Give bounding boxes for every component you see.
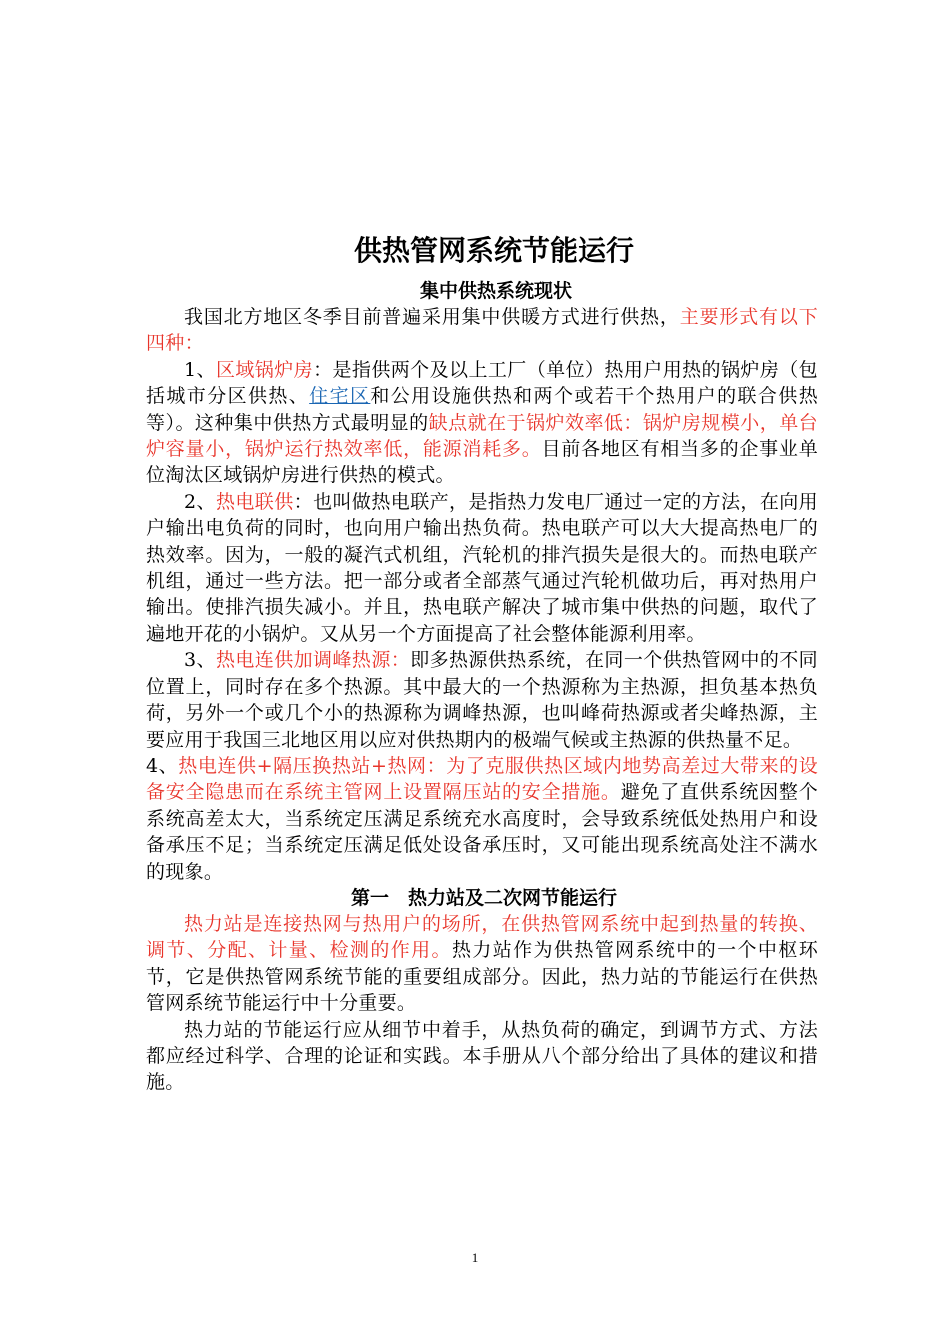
section-heading: 第一 热力站及二次网节能运行	[350, 886, 617, 909]
item3-num: 3、	[184, 649, 216, 672]
item1-num: 1、	[184, 358, 216, 381]
item4-title: 热电连供+隔压换热站+热网：	[178, 754, 447, 777]
para6: 热力站的节能运行应从细节中着手，从热负荷的确定，到调节方式、方法都应经过科学、合理的论证和实践。本手册从八个部分给出了具体的建议和措施。	[146, 1018, 818, 1094]
residential-link[interactable]: 住宅区	[309, 385, 371, 408]
item2-num: 2、	[184, 490, 216, 513]
item3-paragraph	[146, 647, 818, 753]
item4-text1: 避免了直供系统因整个系统高差太大，当系统定压满足系统充水高度时，会导致系统低处热用户和设备承压不足；当系统定压满足低处设备承压时，又可能出现系统高处注不满水的现象。	[146, 781, 818, 883]
item2-title: 热电联供	[215, 490, 294, 513]
page-number: 1	[471, 1250, 479, 1265]
item1-paragraph	[146, 357, 818, 489]
item3-title: 热电连供加调峰热源：	[215, 649, 411, 672]
para5	[146, 911, 818, 1017]
para5-red: 热力站是连接热网与热用户的场所，在供热管网系统中起到热量的转换、调节、分配、计量、检测的作用。	[146, 912, 818, 962]
para5-text: 热力站作为供热管网系统中的一个中枢环节，它是供热管网系统节能的重要组成部分。因此，热力站的节能运行在供热管网系统节能运行中十分重要。	[146, 939, 818, 1015]
item4-paragraph	[146, 753, 818, 885]
intro-paragraph	[146, 304, 818, 357]
item1-title: 区域锅炉房	[215, 358, 314, 381]
item1-red-text: 缺点就在于锅炉效率低：锅炉房规模小，单台炉容量小，锅炉运行热效率低，能源消耗多。	[146, 411, 818, 461]
doc-title: 供热管网系统节能运行	[353, 234, 634, 267]
item1-text2: 和公用设施供热和两个或若干个热用户的联合供热等）。这种集中供热方式最明显的	[146, 385, 818, 434]
intro-red: 主要形式有以下四种：	[146, 306, 818, 355]
item1-text1: ：是指供两个及以上工厂（单位）热用户用热的锅炉房（包括城市分区供热、	[146, 358, 818, 408]
item2-paragraph	[146, 489, 818, 647]
document-body	[146, 228, 818, 1096]
item4-red-text: 为了克服供热区域内地势高差过大带来的设备安全隐患而在系统主管网上设置隔压站的安全措施。	[146, 754, 818, 804]
doc-subtitle: 集中供热系统现状	[419, 280, 572, 302]
item1-text3: 目前各地区有相当多的企事业单位淘汰区域锅炉房进行供热的模式。	[146, 438, 818, 487]
intro-text: 我国北方地区冬季目前普遍采用集中供暖方式进行供热，	[184, 306, 680, 328]
item4-num: 4、	[146, 754, 179, 777]
item3-text1: 即多热源供热系统，在同一个供热管网中的不同位置上，同时存在多个热源。其中最大的一个热源称为主热源，担负基本热负荷，另外一个或几个小的热源称为调峰热源，也叫峰荷热源或者尖峰热源，主要应用于我国三北地区用以应对供热期内的极端气候或主热源的供热量不足。	[146, 649, 818, 751]
item2-text1: ：也叫做热电联产，是指热力发电厂通过一定的方法，在向用户输出电负荷的同时，也向用户输出热负荷。热电联产可以大大提高热电厂的热效率。因为，一般的凝汽式机组，汽轮机的排汽损失是很大的。而热电联产机组，通过一些方法。把一部分或者全部蒸气通过汽轮机做功后，再对热用户输出。使排汽损失减小。并且，热电联产解决了城市集中供热的问题，取代了遍地开花的小锅炉。又从另一个方面提高了社会整体能源利用率。	[146, 490, 818, 645]
